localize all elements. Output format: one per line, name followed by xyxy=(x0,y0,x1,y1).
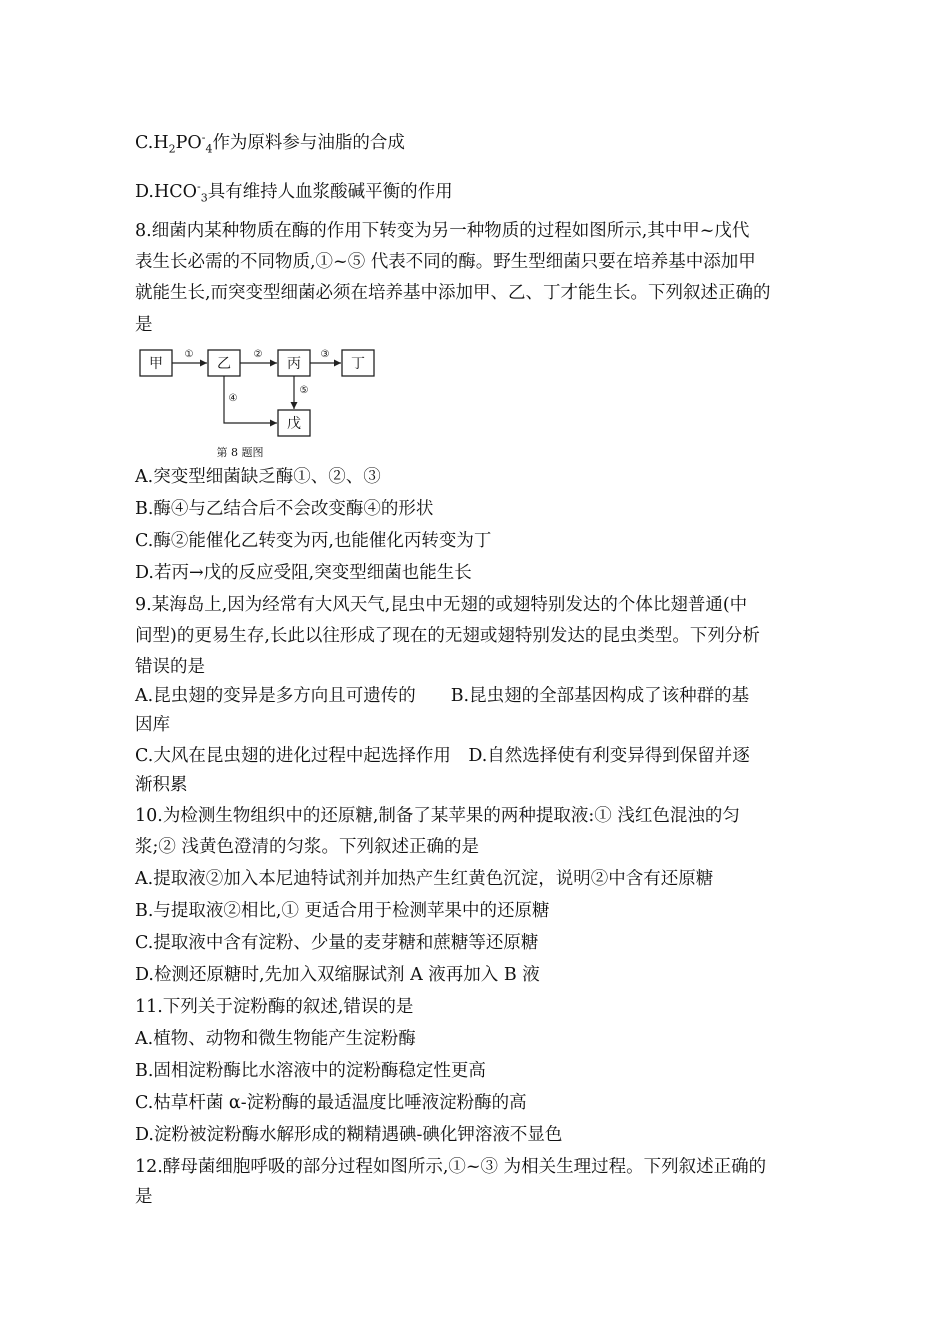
enzyme-2: ② xyxy=(253,349,263,360)
q8-option-b: B.酶④与乙结合后不会改变酶④的形状 xyxy=(135,499,434,519)
q10-option-d: D.检测还原糖时,先加入双缩脲试剂 A 液再加入 B 液 xyxy=(135,965,540,985)
q10-stem-line-1: 10.为检测生物组织中的还原糖,制备了某苹果的两种提取液:① 浅红色混浊的匀 xyxy=(135,806,740,826)
q7c-text-3: 作为原料参与油脂的合成 xyxy=(212,133,405,153)
q9-stem-line-1: 9.某海岛上,因为经常有大风天气,昆虫中无翅的或翅特别发达的个体比翅普通(中 xyxy=(135,595,748,615)
q11-option-c: C.枯草杆菌 α-淀粉酶的最适温度比唾液淀粉酶的高 xyxy=(135,1093,527,1113)
q9-options-cd-cont: 渐积累 xyxy=(135,775,188,795)
label-yi: 乙 xyxy=(217,356,231,372)
q10-option-a: A.提取液②加入本尼迪特试剂并加热产生红黄色沉淀，说明②中含有还原糖 xyxy=(135,869,714,889)
diagram-caption: 第 8 题图 xyxy=(216,446,264,459)
enzyme-3: ③ xyxy=(320,349,330,360)
q10-stem-line-2: 浆;② 浅黄色澄清的匀浆。下列叙述正确的是 xyxy=(135,837,479,857)
q11-stem: 11.下列关于淀粉酶的叙述,错误的是 xyxy=(135,997,414,1017)
q7d-sup: - xyxy=(196,180,201,194)
q7-option-c xyxy=(135,131,405,155)
label-wu: 戊 xyxy=(287,416,301,432)
q7c-sub-1: 2 xyxy=(168,142,176,156)
q12-stem-line-1: 12.酵母菌细胞呼吸的部分过程如图所示,①~③ 为相关生理过程。下列叙述正确的 xyxy=(135,1157,767,1177)
q8-stem-line-1: 8.细菌内某种物质在酶的作用下转变为另一种物质的过程如图所示,其中甲~戊代 xyxy=(135,221,750,241)
q9-options-cd: C.大风在昆虫翅的进化过程中起选择作用 D.自然选择使有利变异得到保留并逐 xyxy=(135,746,750,766)
enzyme-4: ④ xyxy=(228,393,238,404)
label-bing: 丙 xyxy=(287,356,301,372)
enzyme-5: ⑤ xyxy=(299,385,309,396)
q8-stem-line-3: 就能生长,而突变型细菌必须在培养基中添加甲、乙、丁才能生长。下列叙述正确的 xyxy=(135,283,771,303)
q10-option-c: C.提取液中含有淀粉、少量的麦芽糖和蔗糖等还原糖 xyxy=(135,933,539,953)
q7d-sub: 3 xyxy=(200,191,208,205)
label-ding: 丁 xyxy=(351,356,365,372)
q11-option-d: D.淀粉被淀粉酶水解形成的糊精遇碘-碘化钾溶液不显色 xyxy=(135,1125,563,1145)
q8-stem-line-4: 是 xyxy=(135,315,153,335)
q9-stem-line-3: 错误的是 xyxy=(135,657,205,677)
q8-stem-line-2: 表生长必需的不同物质,①~⑤ 代表不同的酶。野生型细菌只要在培养基中添加甲 xyxy=(135,252,756,272)
q11-option-a: A.植物、动物和微生物能产生淀粉酶 xyxy=(135,1029,416,1049)
q11-option-b: B.固相淀粉酶比水溶液中的淀粉酶稳定性更高 xyxy=(135,1061,486,1081)
q8-option-a: A.突变型细菌缺乏酶①、②、③ xyxy=(135,467,381,487)
q7d-text-1: D.HCO xyxy=(135,182,197,202)
q7c-text-1: C.H xyxy=(135,133,169,153)
q7c-text-2: PO xyxy=(175,133,202,153)
label-jia: 甲 xyxy=(149,356,163,372)
q7-option-d xyxy=(135,180,453,204)
q7c-sub-2: 4 xyxy=(205,142,213,156)
q8-option-d: D.若丙→戊的反应受阻,突变型细菌也能生长 xyxy=(135,563,472,583)
q7d-text-2: 具有维持人血浆酸碱平衡的作用 xyxy=(207,182,453,202)
q8-pathway-diagram xyxy=(138,344,378,462)
q10-option-b: B.与提取液②相比,① 更适合用于检测苹果中的还原糖 xyxy=(135,901,550,921)
q9-options-ab: A.昆虫翅的变异是多方向且可遗传的 B.昆虫翅的全部基因构成了该种群的基 xyxy=(135,686,750,706)
q12-stem-line-2: 是 xyxy=(135,1187,153,1207)
q9-stem-line-2: 间型)的更易生存,长此以往形成了现在的无翅或翅特别发达的昆虫类型。下列分析 xyxy=(135,626,760,646)
q8-option-c: C.酶②能催化乙转变为丙,也能催化丙转变为丁 xyxy=(135,531,492,551)
q7c-sup: - xyxy=(201,131,206,145)
enzyme-1: ① xyxy=(184,349,194,360)
q9-options-ab-cont: 因库 xyxy=(135,715,170,735)
